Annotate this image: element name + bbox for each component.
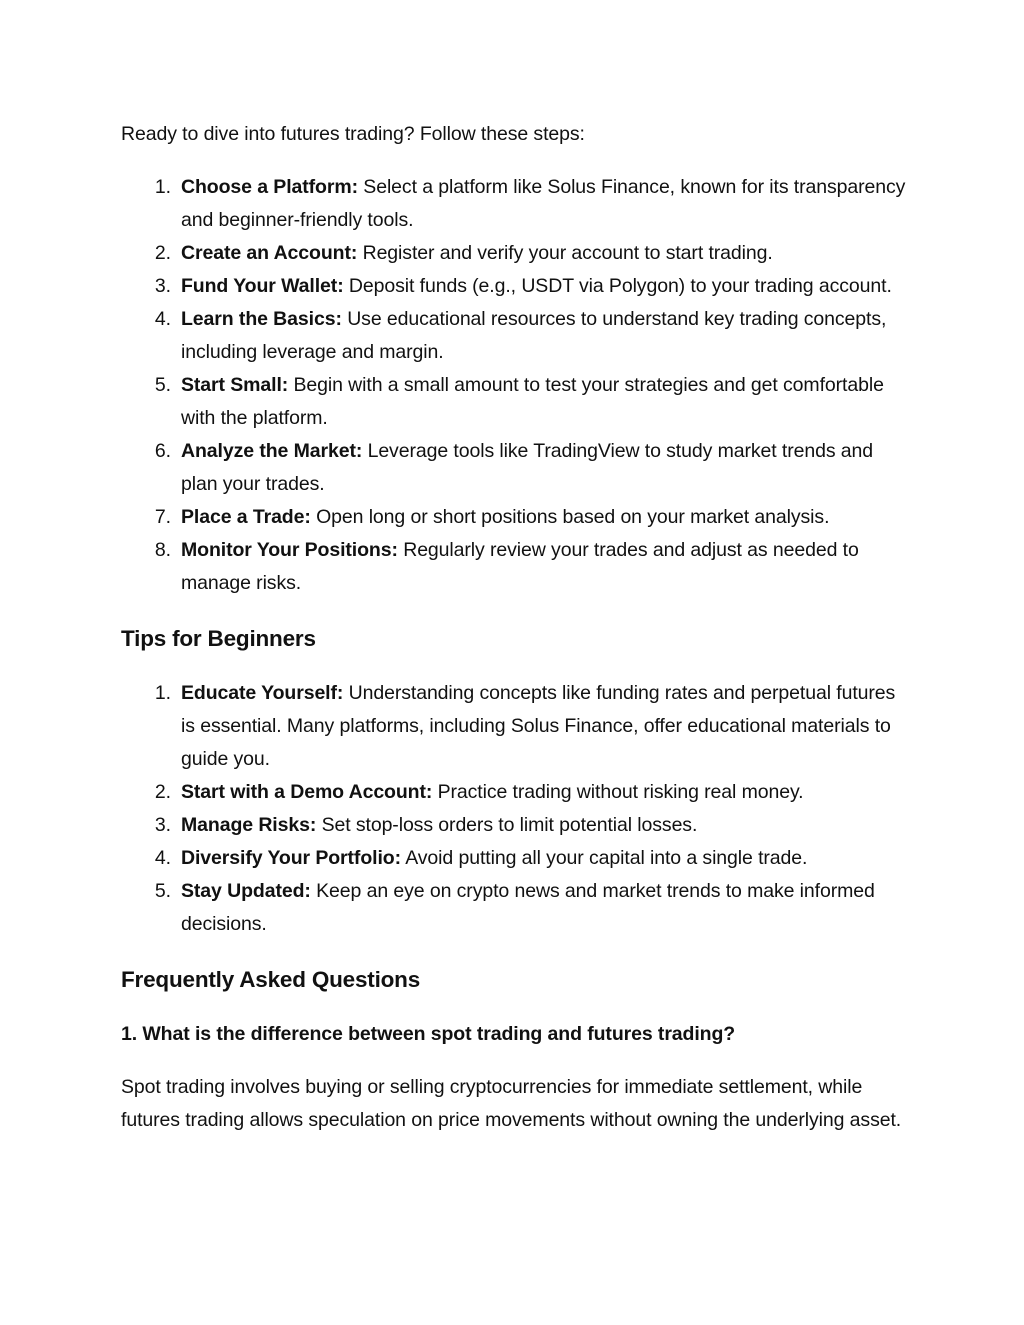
list-item bbox=[121, 270, 911, 303]
steps-list bbox=[121, 171, 911, 600]
list-number: 8. bbox=[154, 539, 171, 561]
faq-question: 1. What is the difference between spot trading and futures trading? bbox=[121, 1023, 736, 1045]
list-item-text: Begin with a small amount to test your strategies and get comfortable with the platform. bbox=[181, 374, 884, 429]
list-item-title: Start Small: bbox=[181, 374, 289, 396]
list-item bbox=[121, 237, 911, 270]
list-number: 1. bbox=[154, 682, 171, 704]
faq-answer: Spot trading involves buying or selling cryptocurrencies for immediate settlement, while futures trading allows speculation on price movements without owning the underlying asset. bbox=[121, 1076, 902, 1131]
list-item bbox=[121, 875, 911, 941]
list-number: 3. bbox=[154, 275, 171, 297]
list-item-text: Regularly review your trades and adjust as needed to manage risks. bbox=[181, 539, 859, 594]
list-item-text: Register and verify your account to start trading. bbox=[357, 242, 773, 264]
list-item-title: Place a Trade: bbox=[181, 506, 311, 528]
list-item-title: Stay Updated: bbox=[181, 880, 311, 902]
list-item-title: Diversify Your Portfolio: bbox=[181, 847, 401, 869]
list-item bbox=[121, 776, 911, 809]
list-item-text: Deposit funds (e.g., USDT via Polygon) to your trading account. bbox=[343, 275, 892, 297]
list-item-text: Keep an eye on crypto news and market trends to make informed decisions. bbox=[181, 880, 875, 935]
faq-heading: Frequently Asked Questions bbox=[121, 967, 421, 992]
list-number: 4. bbox=[154, 847, 171, 869]
list-item-text: Practice trading without risking real money. bbox=[432, 781, 804, 803]
list-item-title: Manage Risks: bbox=[181, 814, 317, 836]
list-number: 5. bbox=[154, 374, 171, 396]
list-item bbox=[121, 534, 911, 600]
list-item-title: Start with a Demo Account: bbox=[181, 781, 433, 803]
list-item-text: Select a platform like Solus Finance, known for its transparency and beginner-friendly tools. bbox=[181, 176, 906, 231]
list-item-title: Analyze the Market: bbox=[181, 440, 363, 462]
list-item-title: Learn the Basics: bbox=[181, 308, 342, 330]
list-number: 2. bbox=[154, 242, 171, 264]
list-number: 5. bbox=[154, 880, 171, 902]
list-item-text: Understanding concepts like funding rates and perpetual futures is essential. Many platforms, including Solus Finance, offer educational materials to guide you. bbox=[181, 682, 896, 770]
list-number: 1. bbox=[154, 176, 171, 198]
list-number: 6. bbox=[154, 440, 171, 462]
list-item-text: Set stop-loss orders to limit potential losses. bbox=[316, 814, 698, 836]
list-item bbox=[121, 501, 911, 534]
list-item bbox=[121, 303, 911, 369]
list-item bbox=[121, 369, 911, 435]
list-item-title: Choose a Platform: bbox=[181, 176, 358, 198]
list-number: 7. bbox=[154, 506, 171, 528]
list-number: 4. bbox=[154, 308, 171, 330]
list-item-title: Fund Your Wallet: bbox=[181, 275, 344, 297]
list-item bbox=[121, 842, 911, 875]
list-item-text: Leverage tools like TradingView to study market trends and plan your trades. bbox=[181, 440, 874, 495]
list-item-title: Monitor Your Positions: bbox=[181, 539, 398, 561]
intro-text: Ready to dive into futures trading? Follow these steps: bbox=[121, 123, 585, 145]
list-item bbox=[121, 435, 911, 501]
list-item bbox=[121, 171, 911, 237]
list-item bbox=[121, 677, 911, 776]
tips-list bbox=[121, 677, 911, 941]
list-number: 2. bbox=[154, 781, 171, 803]
list-item-title: Educate Yourself: bbox=[181, 682, 344, 704]
list-item-title: Create an Account: bbox=[181, 242, 358, 264]
list-item-text: Use educational resources to understand key trading concepts, including leverage and margin. bbox=[181, 308, 887, 363]
list-item-text: Avoid putting all your capital into a single trade. bbox=[400, 847, 808, 869]
list-item-text: Open long or short positions based on your market analysis. bbox=[310, 506, 830, 528]
tips-heading: Tips for Beginners bbox=[121, 626, 316, 651]
list-number: 3. bbox=[154, 814, 171, 836]
list-item bbox=[121, 809, 911, 842]
document-page bbox=[121, 118, 911, 1137]
